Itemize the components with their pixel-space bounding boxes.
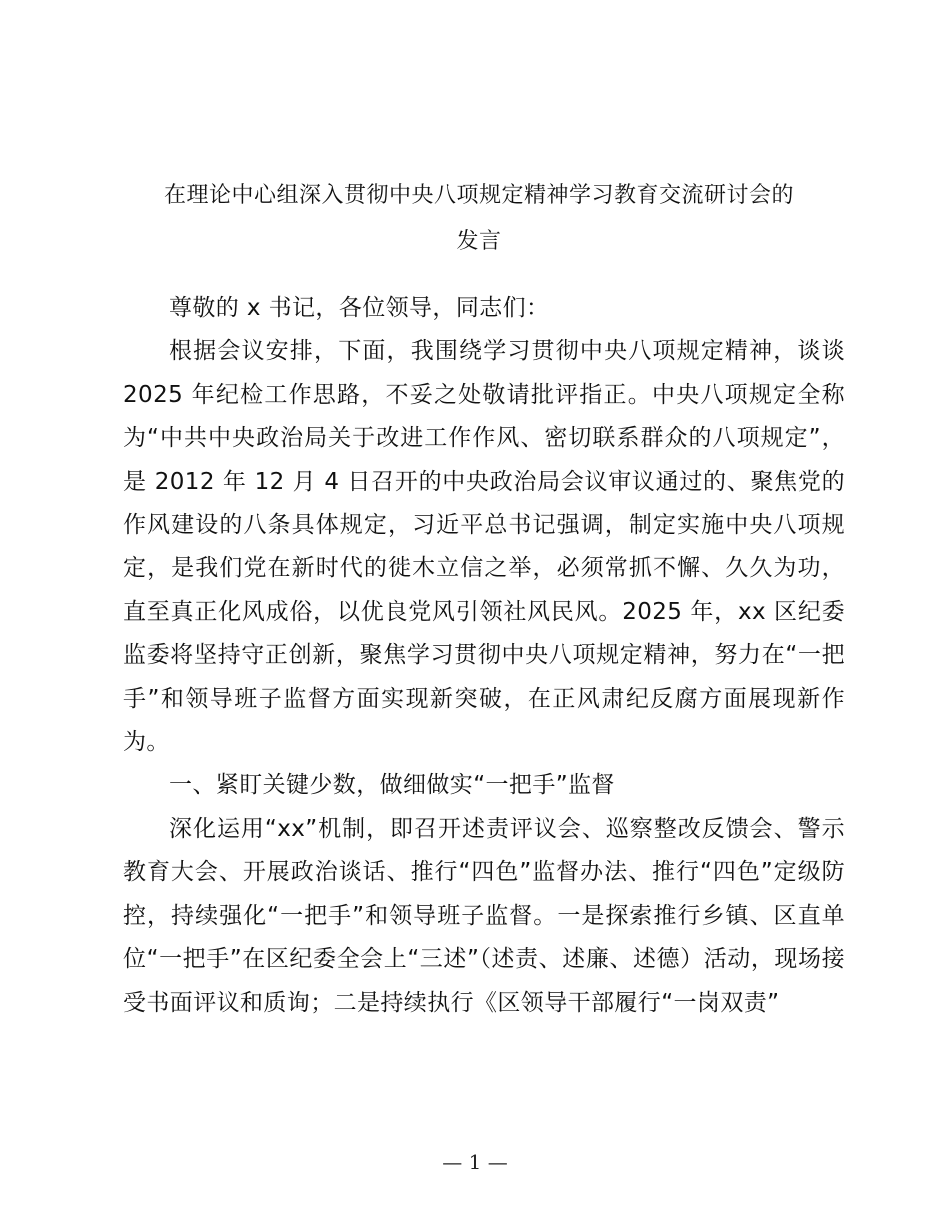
document-body xyxy=(123,287,845,1025)
salutation: 尊敬的 x 书记，各位领导，同志们： xyxy=(169,295,550,321)
document-title-line-1: 在理论中心组深入贯彻中央八项规定精神学习教育交流研讨会的 xyxy=(163,183,794,208)
document-title-line-2: 发言 xyxy=(456,229,502,254)
section-heading-1: 一、紧盯关键少数，做细做实“一把手”监督 xyxy=(169,772,615,799)
paragraph-intro: 根据会议安排，下面，我围绕学习贯彻中央八项规定精神，谈谈 2025 年纪检工作思路，不妥之处敬请批评指正。中央八项规定全称为“中共中央政治局关于改进工作作风、密切联系群众的八项规定”，是 2012 年 12 月 4 日召开的中央政治局会议审议通过的、聚焦党的作风建设的八条具体规定，习近平总书记强调，制定实施中央八项规定，是我们党在新时代的徙木立信之举，必须常抓不懈、久久为功，直至真正化风成俗，以优良党风引领社风民风。2025 年，xx 区纪委监委将坚持守正创新，聚焦学习贯彻中央八项规定精神，努力在“一把手”和领导班子监督方面实现新突破，在正风肃纪反腐方面展现新作为。 xyxy=(123,338,845,756)
page-number: — 1 — xyxy=(442,1150,508,1174)
paragraph-section-1: 深化运用“xx”机制，即召开述责评议会、巡察整改反馈会、警示教育大会、开展政治谈话、推行“四色”监督办法、推行“四色”定级防控，持续强化“一把手”和领导班子监督。一是探索推行乡镇、区直单位“一把手”在区纪委全会上“三述”（述责、述廉、述德）活动，现场接受书面评议和质询；二是持续执行《区领导干部履行“一岗双责” xyxy=(123,815,845,1016)
